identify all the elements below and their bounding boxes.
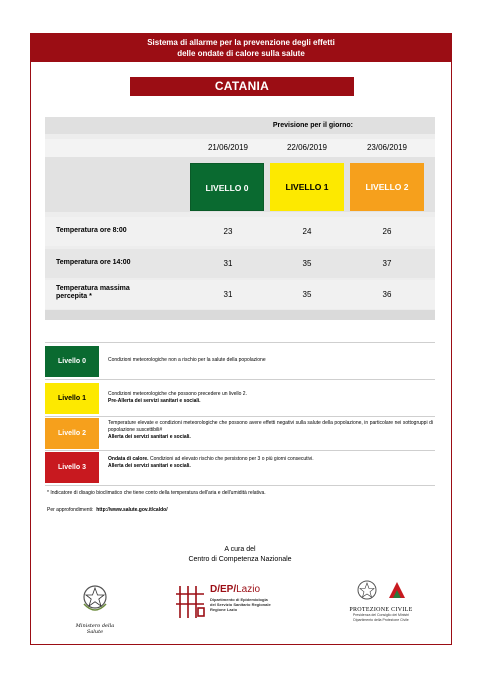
- pc-emblem-icon: [351, 578, 411, 602]
- forecast-title: Previsione per il giorno:: [45, 117, 435, 134]
- row-label-line2: percepita *: [56, 293, 92, 300]
- forecast-footer-bar: [45, 310, 435, 320]
- forecast-table: [45, 117, 435, 320]
- row-label: Temperatura ore 8:00: [56, 227, 127, 234]
- credits-line2: Centro di Competenza Nazionale: [188, 556, 292, 563]
- legend-text-1: [108, 391, 433, 405]
- level-legend: [45, 338, 435, 486]
- legend-badge-1: Livello 1: [45, 383, 99, 414]
- header-title-line1: Sistema di allarme per la prevenzione degli effetti: [147, 38, 335, 47]
- legend-row-0: [45, 342, 435, 379]
- legend-alert-1: Pre-Allerta dei servizi sanitari e sociali.: [108, 398, 201, 404]
- credits-line1: A cura del: [224, 546, 256, 553]
- dep-title-a: D/EP/: [210, 584, 237, 595]
- legend-desc-1: Condizioni meteorologiche che possono precedere un livello 2.: [108, 391, 247, 397]
- row-value: 36: [382, 290, 392, 299]
- dep-title: [210, 584, 260, 595]
- row-value: 23: [223, 227, 233, 236]
- legend-desc-3: Condizioni ad elevato rischio che persistono per 3 o più giorni consecutivi.: [149, 456, 314, 462]
- credits: [150, 545, 330, 565]
- header-title-line2: delle ondate di calore sulla salute: [177, 49, 305, 58]
- more-link[interactable]: http://www.salute.gov.it/caldo/: [96, 507, 168, 513]
- more-label: Per approfondimenti:: [47, 507, 94, 513]
- legend-text-3: [108, 456, 433, 470]
- city-name: CATANIA: [130, 77, 354, 96]
- dep-sub-line3: Regione Lazio: [210, 607, 238, 612]
- pc-name: PROTEZIONE CIVILE: [349, 607, 413, 613]
- level-badge-day2: LIVELLO 1: [270, 163, 344, 211]
- dep-title-b: Lazio: [236, 584, 261, 595]
- legend-row-3: [45, 450, 435, 486]
- row-value: 35: [302, 290, 312, 299]
- page-header: [30, 33, 452, 62]
- row-value: 31: [223, 290, 233, 299]
- pc-sub-line1: Presidenza del Consiglio dei Ministri: [352, 613, 410, 617]
- row-label-line1: Temperatura massima: [56, 285, 130, 292]
- row-value: 24: [302, 227, 312, 236]
- row-label: [56, 285, 130, 301]
- ministero-logo: [70, 582, 120, 635]
- legend-lead-3: Ondata di calore.: [108, 456, 149, 462]
- legend-row-1: [45, 379, 435, 416]
- legend-badge-2: Livello 2: [45, 418, 99, 449]
- row-label: Temperatura ore 14:00: [56, 259, 131, 266]
- emblem-icon: [80, 582, 110, 616]
- row-value: 35: [302, 259, 312, 268]
- dep-sub-line1: Dipartimento di Epidemiologia: [210, 597, 268, 602]
- pc-sub-line2: Dipartimento della Protezione Civile: [353, 617, 409, 622]
- forecast-dates: [45, 139, 435, 157]
- level-badge-day3: LIVELLO 2: [350, 163, 424, 211]
- row-value: 31: [223, 259, 233, 268]
- footnote: * Indicatore di disagio bioclimatico che tiene conto della temperatura dell'aria e dell'umidità relativa.: [47, 490, 266, 496]
- date-day3: 23/06/2019: [366, 143, 408, 152]
- date-day2: 22/06/2019: [286, 143, 328, 152]
- dep-sub-line2: del Servizio Sanitario Regionale: [210, 602, 271, 607]
- legend-badge-0: Livello 0: [45, 346, 99, 377]
- more-info: [47, 507, 168, 514]
- date-day1: 21/06/2019: [207, 143, 249, 152]
- protezione-civile-logo: [346, 578, 416, 628]
- legend-text-0: Condizioni meteorologiche non a rischio per la salute della popolazione: [108, 357, 266, 363]
- dep-subtitle: [210, 597, 271, 612]
- row-value: 26: [382, 227, 392, 236]
- level-badge-day1: LIVELLO 0: [190, 163, 264, 211]
- legend-alert-3: Allerta dei servizi sanitari e sociali.: [108, 463, 191, 469]
- ministero-caption: Ministero della Salute: [75, 623, 115, 635]
- row-temp-perceived: [45, 280, 435, 309]
- row-temp-14: [45, 249, 435, 278]
- legend-badge-3: Livello 3: [45, 452, 99, 483]
- row-temp-8: [45, 217, 435, 246]
- legend-alert-2: Allerta dei servizi sanitari e sociali.: [108, 434, 191, 440]
- forecast-levels: [45, 157, 435, 212]
- legend-desc-2: Temperature elevate e condizioni meteorologiche che possono avere effetti negativi sulla salute della popolazione, in particolare nei sottogruppi di popolazione suscettibili#: [108, 420, 433, 433]
- row-value: 37: [382, 259, 392, 268]
- legend-text-2: [108, 420, 433, 441]
- legend-row-2: [45, 416, 435, 450]
- dep-grid-icon: [176, 582, 208, 622]
- dep-lazio-logo: [176, 580, 304, 626]
